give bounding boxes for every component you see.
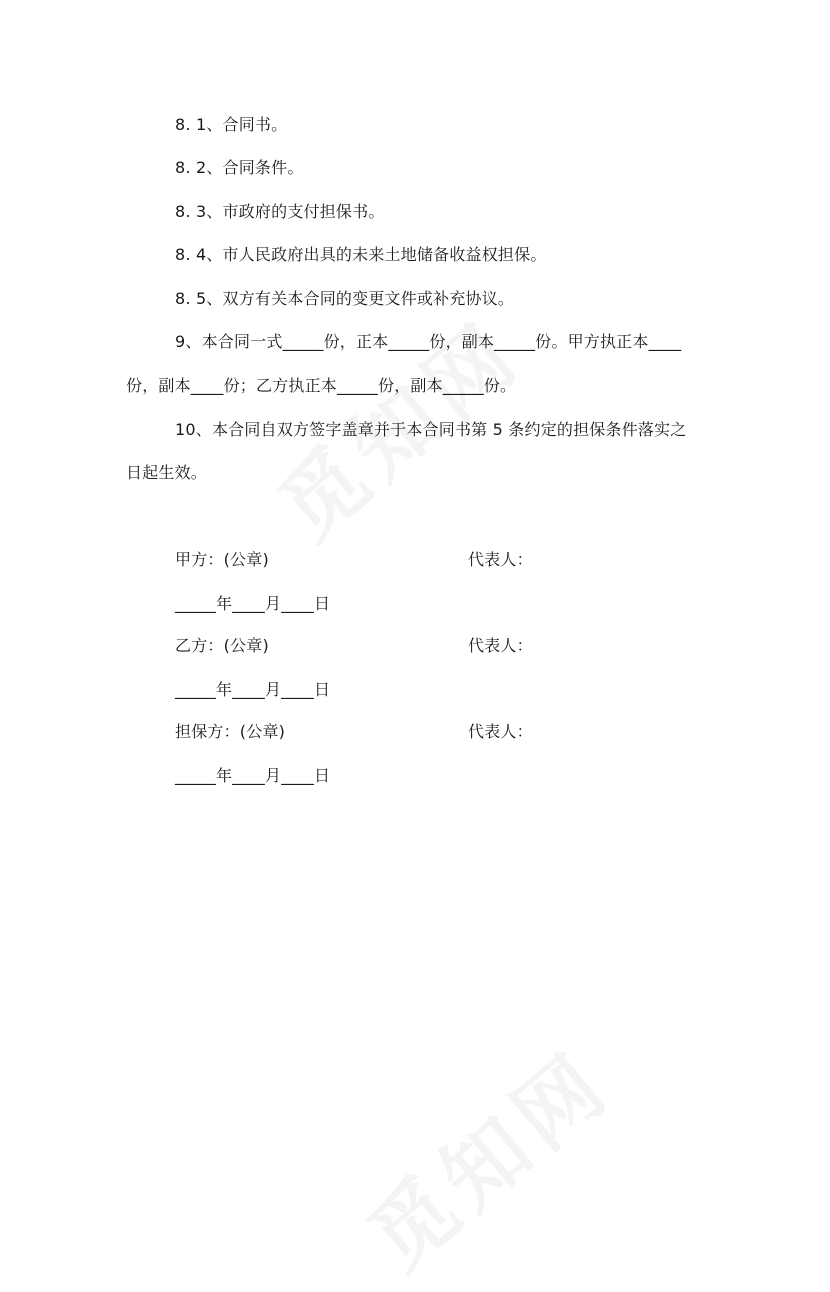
clause-8-1: 8. 1、合同书。 [175, 115, 288, 134]
watermark-bottom [339, 1019, 633, 1292]
party-a-representative: 代表人： [468, 550, 533, 569]
clause-10-line-1: 10、本合同自双方签字盖章并于本合同书第 5 条约定的担保条件落实之 [175, 420, 687, 439]
clause-8-3: 8. 3、市政府的支付担保书。 [175, 202, 385, 221]
clause-10-line-2: 日起生效。 [126, 463, 208, 482]
clause-8-4: 8. 4、市人民政府出具的未来土地储备收益权担保。 [175, 245, 547, 264]
clause-9-line-2: 份，副本____份；乙方执正本_____份，副本_____份。 [126, 376, 517, 395]
guarantor-representative: 代表人： [468, 722, 533, 741]
clause-8-2: 8. 2、合同条件。 [175, 158, 304, 177]
party-b-representative: 代表人： [468, 636, 533, 655]
guarantor-label: 担保方：(公章) [175, 722, 286, 741]
clause-9-line-1: 9、本合同一式_____份，正本_____份，副本_____份。甲方执正本____ [175, 332, 682, 351]
guarantor-date: _____年____月____日 [175, 766, 331, 785]
party-b-date: _____年____月____日 [175, 680, 331, 699]
party-b-label: 乙方：(公章) [175, 636, 269, 655]
party-a-label: 甲方：(公章) [175, 550, 269, 569]
clause-8-5: 8. 5、双方有关本合同的变更文件或补充协议。 [175, 289, 515, 308]
party-a-date: _____年____月____日 [175, 594, 331, 613]
